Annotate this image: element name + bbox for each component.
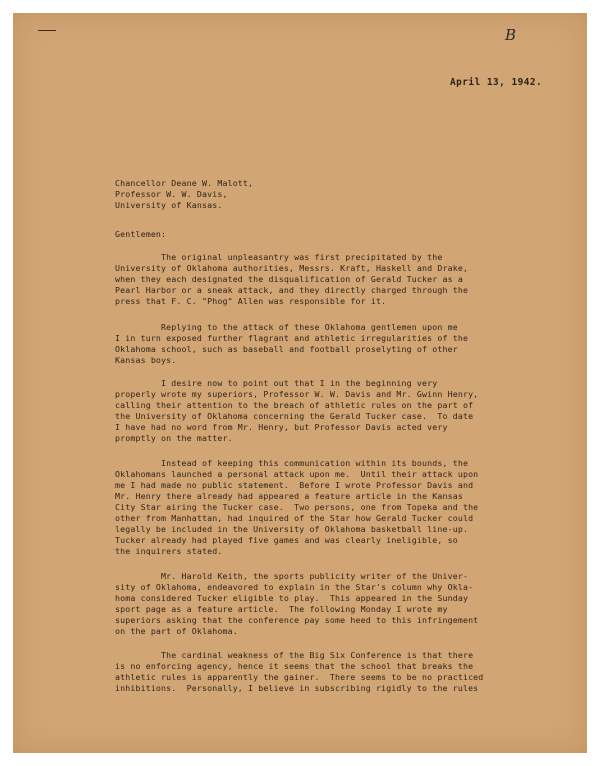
body-line: sity of Oklahoma, endeavored to explain in the Star's column why Okla-: [115, 582, 474, 592]
body-line: superiors asking that the conference pay some heed to this infringement: [115, 615, 479, 625]
body-line: University of Oklahoma authorities, Messrs. Kraft, Haskell and Drake,: [115, 263, 469, 273]
corner-mark: B: [505, 26, 517, 44]
body-line: promptly on the matter.: [115, 433, 233, 443]
body-line: is no enforcing agency, hence it seems that the school that breaks the: [115, 661, 474, 671]
body-line: inhibitions. Personally, I believe in subscribing rigidly to the rules: [115, 683, 479, 693]
body-line: me I had made no public statement. Before I wrote Professor Davis and: [115, 480, 474, 490]
body-line: I desire now to point out that I in the beginning very: [115, 378, 438, 388]
body-line: the University of Oklahoma concerning the Gerald Tucker case. To date: [115, 411, 474, 421]
addressee-line: Professor W. W. Davis,: [115, 189, 228, 199]
body-line: Oklahomans launched a personal attack upon me. Until their attack upon: [115, 469, 479, 479]
body-line: sport page as a feature article. The following Monday I wrote my: [115, 604, 448, 614]
addressee-line: Chancellor Deane W. Malott,: [115, 178, 254, 188]
body-line: The original unpleasantry was first precipitated by the: [115, 252, 443, 262]
body-line: athletic rules is apparently the gainer. There seems to be no practiced: [115, 672, 484, 682]
body-line: calling their attention to the breach of athletic rules on the part of: [115, 400, 474, 410]
body-line: Oklahoma school, such as baseball and football proselyting of other: [115, 344, 458, 354]
body-line: Mr. Henry there already had appeared a feature article in the Kansas: [115, 491, 463, 501]
body-line: Instead of keeping this communication within its bounds, the: [115, 458, 469, 468]
body-line: The cardinal weakness of the Big Six Conference is that there: [115, 650, 474, 660]
body-line: the inquirers stated.: [115, 546, 223, 556]
body-line: homa considered Tucker eligible to play. This appeared in the Sunday: [115, 593, 469, 603]
body-line: legally be included in the University of Oklahoma basketball line-up.: [115, 524, 469, 534]
body-line: properly wrote my superiors, Professor W. W. Davis and Mr. Gwinn Henry,: [115, 389, 479, 399]
body-line: Mr. Harold Keith, the sports publicity writer of the Univer-: [115, 571, 469, 581]
letter-date: April 13, 1942.: [450, 77, 543, 88]
body-line: Kansas boys.: [115, 355, 177, 365]
body-line: Replying to the attack of these Oklahoma gentlemen upon me: [115, 322, 458, 332]
body-line: when they each designated the disqualification of Gerald Tucker as a: [115, 274, 463, 284]
body-line: Pearl Harbor or a sneak attack, and they directly charged through the: [115, 285, 469, 295]
body-line: other from Manhattan, had inquired of the Star how Gerald Tucker could: [115, 513, 474, 523]
body-line: press that F. C. "Phog" Allen was responsible for it.: [115, 296, 387, 306]
body-line: I have had no word from Mr. Henry, but Professor Davis acted very: [115, 422, 448, 432]
body-line: Tucker already had played five games and was clearly ineligible, so: [115, 535, 458, 545]
body-line: City Star airing the Tucker case. Two persons, one from Topeka and the: [115, 502, 479, 512]
addressee-line: University of Kansas.: [115, 200, 223, 210]
body-line: on the part of Oklahoma.: [115, 626, 238, 636]
corner-dash: [38, 30, 56, 31]
salutation: Gentlemen:: [115, 229, 167, 239]
body-line: I in turn exposed further flagrant and athletic irregularities of the: [115, 333, 469, 343]
